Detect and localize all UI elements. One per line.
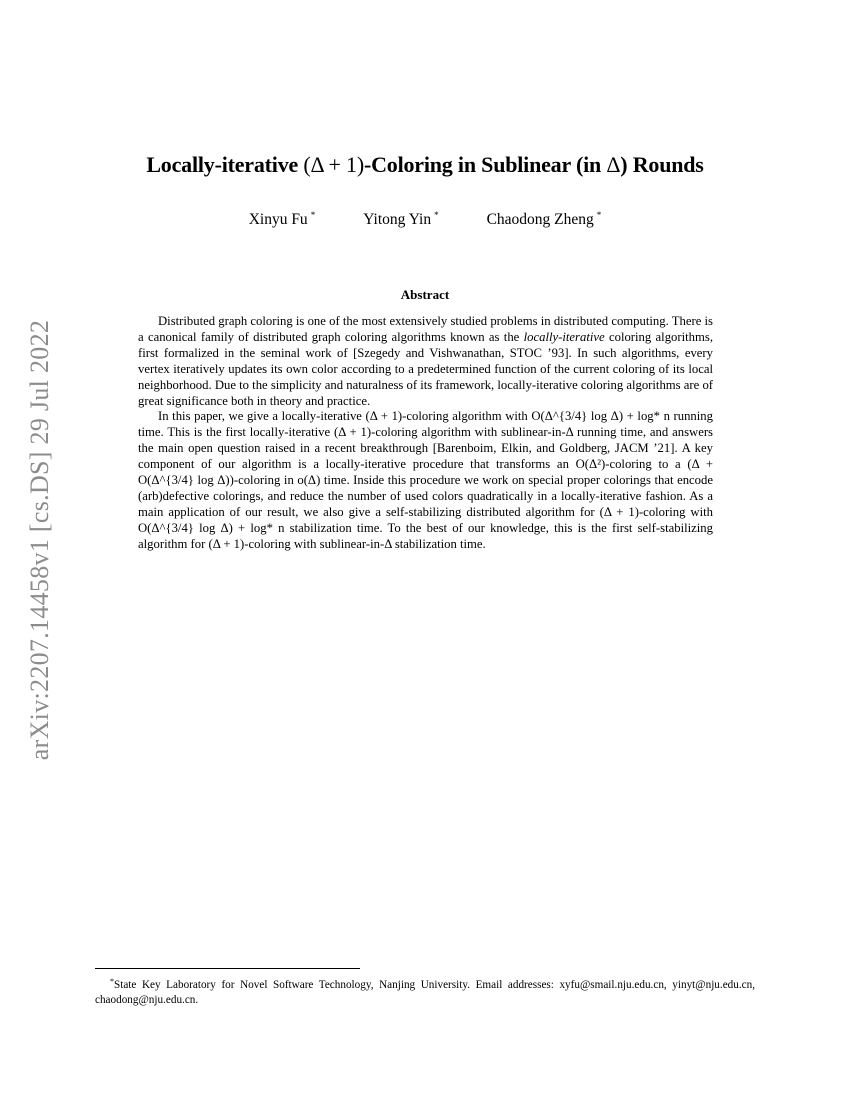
- footnote-paragraph: [95, 974, 755, 1008]
- footnote: [95, 974, 755, 1008]
- affiliation-mark: *: [310, 210, 316, 220]
- title-math-delta: Δ: [606, 152, 621, 177]
- abstract-body: [138, 314, 713, 553]
- arxiv-identifier: arXiv:2207.14458v1 [cs.DS] 29 Jul 2022: [25, 319, 54, 761]
- abstract-p1-text-b: coloring algorithms, first formalized in the seminal work of [Szegedy and Vishwanathan, STOC ’93]. In such algorithms, every vertex iteratively updates its own color according to a predetermined function of the current coloring of its local neighborhood. Due to the simplicity and naturalness of its framework, locally-iterative coloring algorithms are of great significance both in theory and practice.: [138, 329, 714, 408]
- footnote-mark: *: [110, 977, 114, 986]
- title-part-2: -Coloring in Sublinear (in: [363, 152, 607, 177]
- author-2: [363, 210, 438, 229]
- abstract-heading: Abstract: [400, 287, 450, 302]
- title-part-3: ) Rounds: [620, 152, 704, 177]
- abstract-p1-emphasis: locally-iterative: [523, 329, 605, 344]
- author-name: Xinyu Fu: [248, 211, 308, 228]
- author-name: Yitong Yin: [363, 211, 432, 228]
- footnote-divider: [95, 968, 360, 969]
- affiliation-mark: *: [434, 210, 439, 220]
- author-3: [487, 210, 602, 229]
- author-list: [95, 210, 755, 229]
- affiliation-mark: *: [596, 210, 602, 220]
- abstract-paragraph-1: [138, 314, 713, 409]
- footnote-text: State Key Laboratory for Novel Software Technology, Nanjing University. Email addresses: xyfu@smail.nju.edu.cn, yinyt@nju.edu.cn, chaodong@nju.edu.cn.: [95, 979, 755, 1006]
- paper-title: [95, 152, 755, 178]
- abstract-paragraph-2: In this paper, we give a locally-iterative (Δ + 1)-coloring algorithm with O(Δ^{3/4} log Δ) + log* n running time. This is the first locally-iterative (Δ + 1)-coloring algorithm with sublinear-in-Δ running time, and answers the main open question raised in a recent breakthrough [Barenboim, Elkin, and Goldberg, JACM ’21]. A key component of our algorithm is a locally-iterative procedure that transforms an O(Δ²)-coloring to a (Δ + O(Δ^{3/4} log Δ))-coloring in o(Δ) time. Inside this procedure we work on special proper colorings that encode (arb)defective colorings, and reduce the number of used colors quadratically in a locally-iterative fashion. As a main application of our result, we also give a self-stabilizing distributed algorithm for (Δ + 1)-coloring with O(Δ^{3/4} log Δ) + log* n stabilization time. To the best of our knowledge, this is the first self-stabilizing algorithm for (Δ + 1)-coloring with sublinear-in-Δ stabilization time.: [138, 409, 713, 551]
- abstract-p1-text-a: Distributed graph coloring is one of the most extensively studied problems in distributed computing. There is a canonical family of distributed graph coloring algorithms known as the: [138, 314, 713, 344]
- author-name: Chaodong Zheng: [486, 211, 594, 228]
- title-math-delta-plus-one: (Δ + 1): [303, 152, 364, 177]
- title-part-1: Locally-iterative: [146, 152, 304, 177]
- author-1: [249, 210, 316, 229]
